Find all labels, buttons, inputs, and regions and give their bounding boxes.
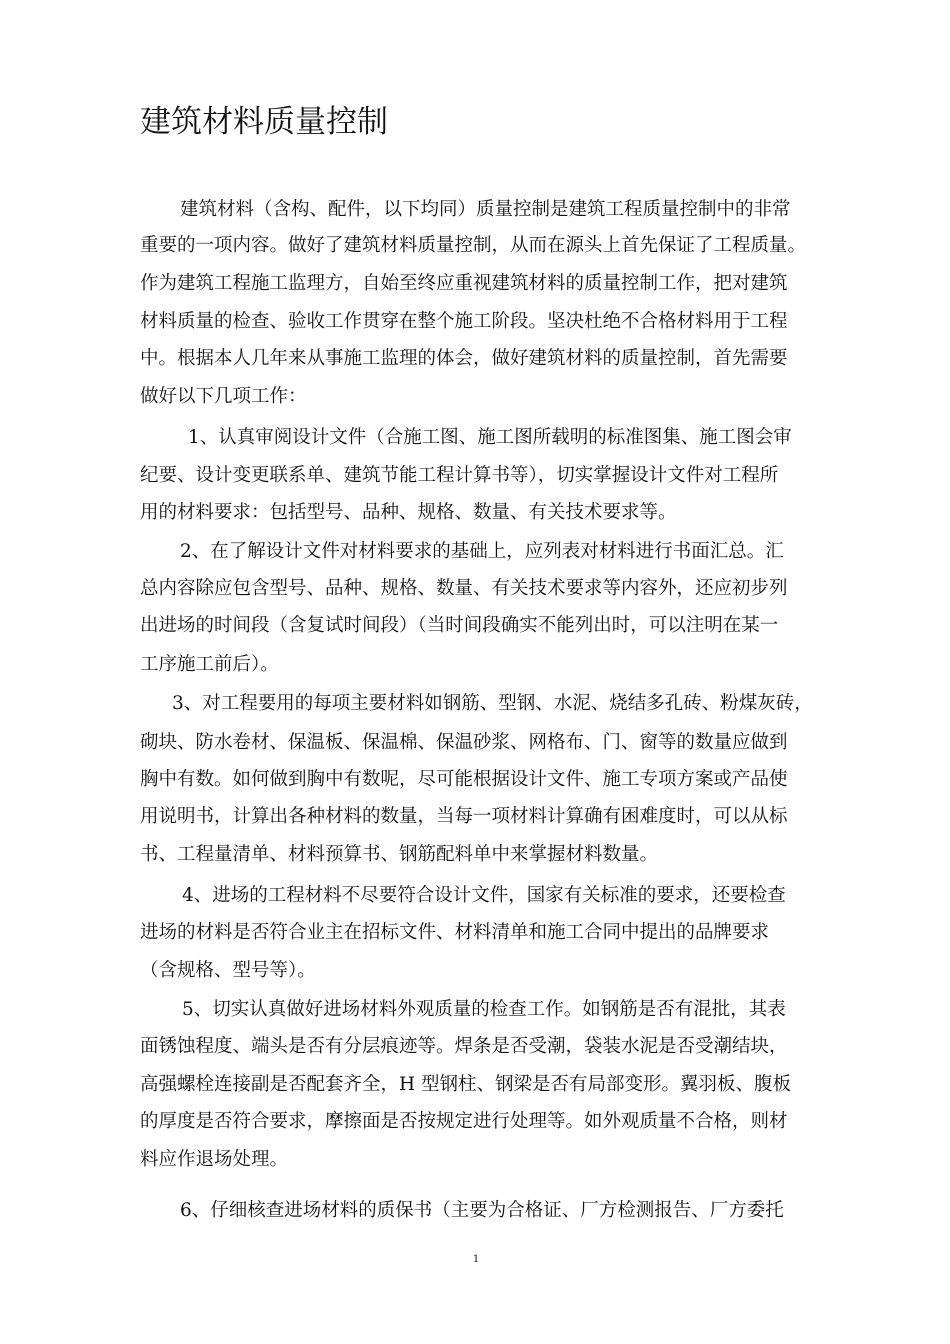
paragraph-2-line-2: 纪要、设计变更联系单、建筑节能工程计算书等），切实掌握设计文件对工程所 [140, 465, 779, 486]
paragraph-5-line-2: 进场的材料是否符合业主在招标文件、材料清单和施工合同中提出的品牌要求 [140, 922, 770, 943]
paragraph-3-line-2: 总内容除应包含型号、品种、规格、数量、有关技术要求等内容外，还应初步列 [140, 578, 788, 599]
paragraph-3-line-1: 2、在了解设计文件对材料要求的基础上，应列表对材料进行书面汇总。汇 [180, 541, 784, 562]
paragraph-2-line-3: 用的材料要求：包括型号、品种、规格、数量、有关技术要求等。 [140, 502, 677, 523]
paragraph-1-line-4: 材料质量的检查、验收工作贯穿在整个施工阶段。坚决杜绝不合格材料用于工程 [140, 311, 788, 332]
paragraph-6-line-4: 的厚度是否符合要求，摩擦面是否按规定进行处理等。如外观质量不合格，则材 [140, 1111, 788, 1132]
paragraph-4-line-5: 书、工程量清单、材料预算书、钢筋配料单中来掌握材料数量。 [140, 844, 659, 865]
paragraph-5-line-3: （含规格、型号等）。 [140, 960, 316, 981]
paragraph-6-line-3: 高强螺栓连接副是否配套齐全，H 型钢柱、钢梁是否有局部变形。翼羽板、腹板 [140, 1074, 792, 1095]
paragraph-2-line-1: 1、认真审阅设计文件（合施工图、施工图所载明的标准图集、施工图会审 [188, 427, 792, 448]
paragraph-6-line-5: 料应作退场处理。 [140, 1149, 289, 1170]
paragraph-6-line-1: 5、切实认真做好进场材料外观质量的检查工作。如钢筋是否有混批，其表 [182, 999, 786, 1020]
paragraph-4-line-1: 3、对工程要用的每项主要材料如钢筋、型钢、水泥、烧结多孔砖、粉煤灰砖， [172, 693, 813, 714]
page-number: 1 [472, 1254, 480, 1265]
paragraph-7-line-1: 6、仔细核查进场材料的质保书（主要为合格证、厂方检测报告、厂方委托 [180, 1200, 784, 1221]
paragraph-6-line-2: 面锈蚀程度、端头是否有分层痕迹等。焊条是否受潮，袋装水泥是否受潮结块， [140, 1036, 788, 1057]
paragraph-1-line-6: 做好以下几项工作： [140, 386, 307, 407]
paragraph-1-line-5: 中。根据本人几年来从事施工监理的体会，做好建筑材料的质量控制，首先需要 [140, 348, 788, 369]
paragraph-4-line-2: 砌块、防水卷材、保温板、保温棉、保温砂浆、网格布、门、窗等的数量应做到 [140, 732, 788, 753]
paragraph-4-line-3: 胸中有数。如何做到胸中有数呢，尽可能根据设计文件、施工专项方案或产品使 [140, 769, 788, 790]
paragraph-3-line-3: 出进场的时间段（含复试时间段）（当时间段确实不能列出时，可以注明在某一 [140, 615, 779, 636]
paragraph-5-line-1: 4、进场的工程材料不尽要符合设计文件，国家有关标准的要求，还要检查 [182, 885, 786, 906]
paragraph-1-line-3: 作为建筑工程施工监理方，自始至终应重视建筑材料的质量控制工作，把对建筑 [140, 273, 788, 294]
paragraph-1-line-1: 建筑材料（含构、配件，以下均同）质量控制是建筑工程质量控制中的非常 [180, 199, 791, 220]
paragraph-1-line-2: 重要的一项内容。做好了建筑材料质量控制，从而在源头上首先保证了工程质量。 [140, 235, 807, 256]
paragraph-4-line-4: 用说明书，计算出各种材料的数量，当每一项材料计算确有困难度时，可以从标 [140, 806, 788, 827]
document-title: 建筑材料质量控制 [140, 104, 388, 140]
paragraph-3-line-4: 工序施工前后）。 [140, 654, 279, 675]
